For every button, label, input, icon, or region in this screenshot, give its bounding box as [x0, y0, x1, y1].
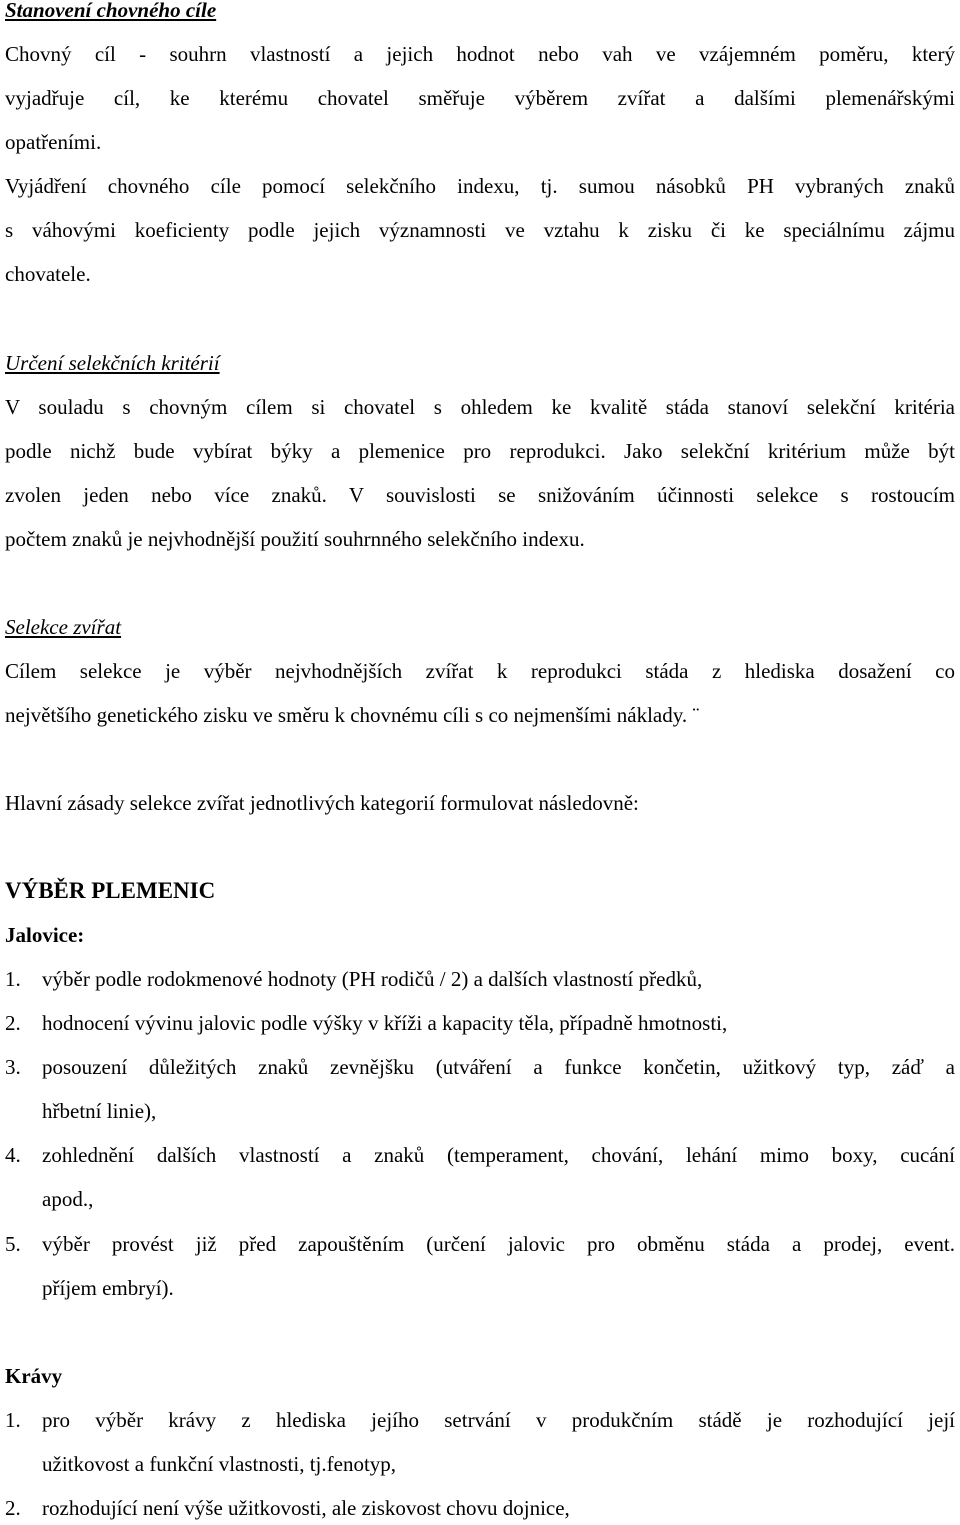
subheading-cows: Krávy [5, 1364, 63, 1388]
subheading-heifers: Jalovice: [5, 923, 85, 947]
paragraph-line: Vyjádření chovného cíle pomocí selekčního indexu, tj. sumou násobků PH vybraných znaků [5, 174, 955, 198]
paragraph-line: opatřeními. [5, 130, 102, 154]
list-item-text: posouzení důležitých znaků zevnějšku (utváření a funkce končetin, užitkový typ, záď a [42, 1055, 955, 1079]
heading-selection-of-females: VÝBĚR PLEMENIC [5, 878, 216, 903]
section-title-breeding-goal: Stanovení chovného cíle [5, 0, 217, 22]
list-item-text: výběr podle rodokmenové hodnoty (PH rodičů / 2) a dalších vlastností předků, [42, 967, 703, 991]
list-item-text: výběr provést již před zapouštěním (určení jalovic pro obměnu stáda a prodej, event. [42, 1232, 955, 1256]
intro-sentence: Hlavní zásady selekce zvířat jednotlivých kategorií formulovat následovně: [5, 791, 639, 815]
list-item-number: 3. [5, 1055, 21, 1079]
list-item-text: příjem embryí). [42, 1276, 174, 1300]
paragraph-line: vyjadřuje cíl, ke kterému chovatel směřuje výběrem zvířat a dalšími plemenářskými [5, 86, 955, 110]
paragraph-line: s váhovými koeficienty podle jejich významnosti ve vztahu k zisku či ke speciálnímu zájmu [5, 218, 955, 242]
paragraph-line: zvolen jeden nebo více znaků. V souvislosti se snižováním účinnosti selekce s rostoucím [5, 483, 955, 507]
section-title-animal-selection: Selekce zvířat [5, 615, 122, 639]
list-item-number: 1. [5, 1408, 21, 1432]
paragraph-line: chovatele. [5, 262, 91, 286]
list-item-number: 1. [5, 967, 21, 991]
list-item-number: 2. [5, 1011, 21, 1035]
list-item-number: 5. [5, 1232, 21, 1256]
list-item-text: pro výběr krávy z hlediska jejího setrvání v produkčním stádě je rozhodující její [42, 1408, 955, 1432]
list-item-text: hodnocení vývinu jalovic podle výšky v kříži a kapacity těla, případně hmotnosti, [42, 1011, 728, 1035]
list-item-text: apod., [42, 1187, 94, 1211]
paragraph-line: Cílem selekce je výběr nejvhodnějších zvířat k reprodukci stáda z hlediska dosažení co [5, 659, 955, 683]
section-title-selection-criteria: Určení selekčních kritérií [5, 351, 220, 375]
paragraph-line: největšího genetického zisku ve směru k chovnému cíli s co nejmenšími náklady. ¨ [5, 703, 700, 727]
list-item-text: rozhodující není výše užitkovosti, ale ziskovost chovu dojnice, [42, 1496, 570, 1520]
list-item-text: zohlednění dalších vlastností a znaků (temperament, chování, lehání mimo boxy, cucání [42, 1143, 955, 1167]
paragraph-line: počtem znaků je nejvhodnější použití souhrnného selekčního indexu. [5, 527, 585, 551]
list-item-number: 4. [5, 1143, 21, 1167]
list-item-number: 2. [5, 1496, 21, 1520]
list-item-text: užitkovost a funkční vlastnosti, tj.fenotyp, [42, 1452, 397, 1476]
paragraph-line: V souladu s chovným cílem si chovatel s ohledem ke kvalitě stáda stanoví selekční kritéria [5, 395, 955, 419]
paragraph-line: Chovný cíl - souhrn vlastností a jejich hodnot nebo vah ve vzájemném poměru, který [5, 42, 955, 66]
paragraph-line: podle nichž bude vybírat býky a plemenice pro reprodukci. Jako selekční kritérium může být [5, 439, 955, 463]
list-item-text: hřbetní linie), [42, 1099, 157, 1123]
